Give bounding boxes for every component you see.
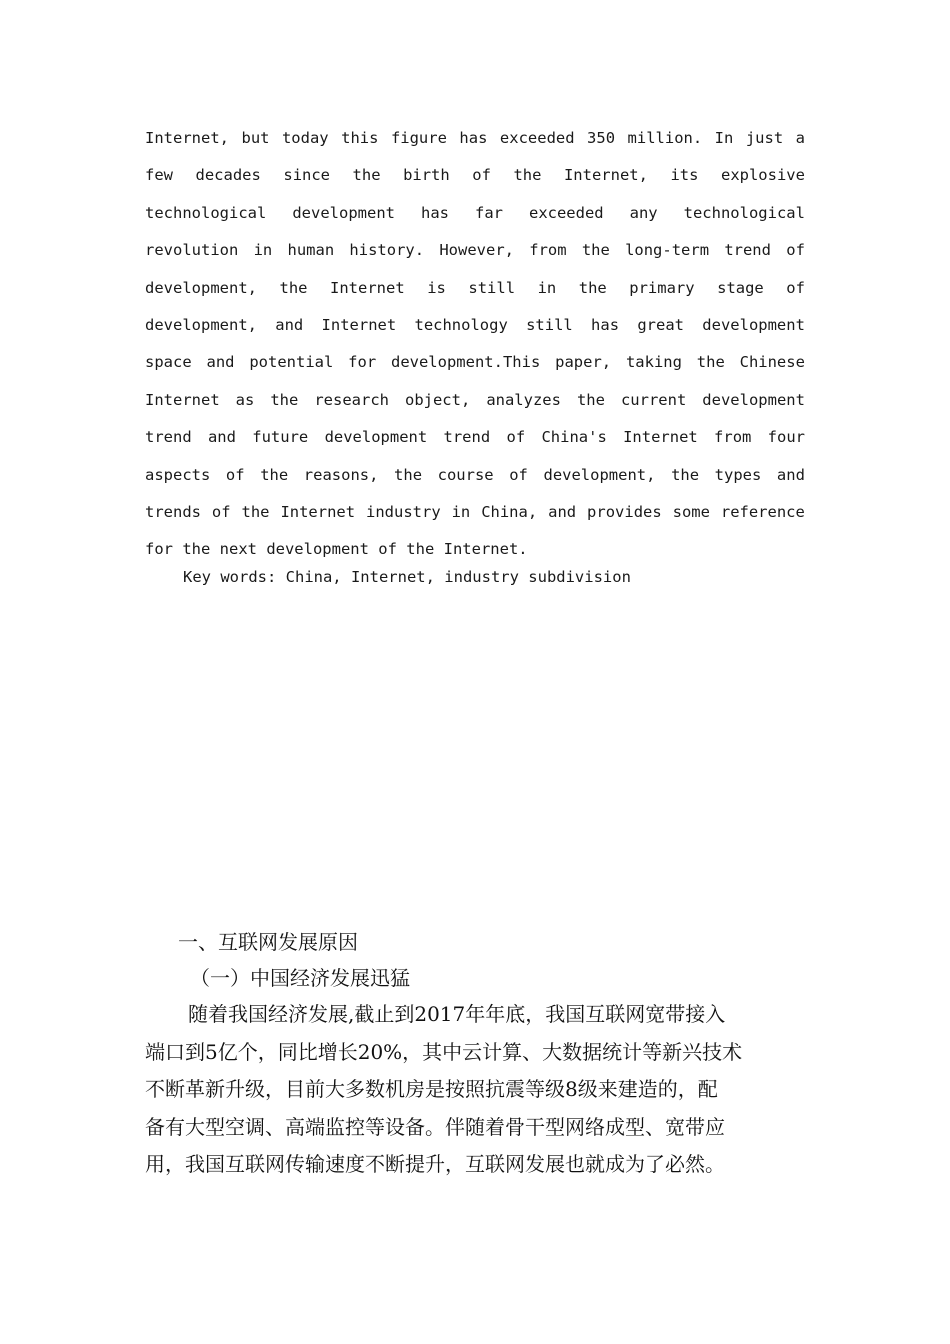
abstract-word: any <box>629 203 658 222</box>
abstract-word: future <box>252 428 309 447</box>
abstract-word: of <box>211 502 231 521</box>
abstract-word: exceeded <box>528 203 604 222</box>
abstract-word: paper, <box>555 353 612 372</box>
abstract-word: for <box>348 353 377 372</box>
abstract-word: history. <box>349 241 425 260</box>
abstract-word: technological <box>145 203 267 222</box>
abstract-word: of <box>225 465 245 484</box>
abstract-word: development <box>324 428 428 447</box>
paragraph-line: 用，我国互联网传输速度不断提升，互联网发展也就成为了必然。 <box>145 1152 725 1176</box>
paragraph-line: 备有大型空调、高端监控等设备。伴随着骨干型网络成型、宽带应 <box>145 1114 725 1139</box>
abstract-word: the <box>352 166 381 185</box>
abstract-word: as <box>235 390 255 409</box>
abstract-word: development, <box>145 278 257 297</box>
abstract-word: technology <box>414 315 508 334</box>
abstract-word: In <box>714 129 734 147</box>
abstract-word: its <box>670 166 699 185</box>
abstract-word: and <box>207 428 236 447</box>
abstract-word: Internet <box>330 278 405 297</box>
abstract-word: long-term <box>625 241 710 260</box>
abstract-word: China, <box>481 502 538 521</box>
abstract-word: exceeded <box>499 129 575 147</box>
abstract-word: great <box>637 315 684 334</box>
abstract-word: decades <box>195 166 261 185</box>
abstract-word: birth <box>403 166 450 185</box>
abstract-word: has <box>591 315 620 334</box>
abstract-word: potential <box>249 353 334 372</box>
english-abstract <box>145 120 805 569</box>
abstract-word: million. <box>627 129 703 147</box>
abstract-word: in <box>451 502 471 521</box>
abstract-word: reference <box>720 502 805 521</box>
abstract-word: and <box>206 353 235 372</box>
abstract-word: Chinese <box>739 353 805 372</box>
abstract-word: primary <box>629 278 695 297</box>
keywords: Key words: China, Internet, industry subdivision <box>183 568 631 586</box>
abstract-word: reasons, <box>303 465 379 484</box>
abstract-word: Internet <box>321 315 397 334</box>
abstract-word: aspects <box>145 465 211 484</box>
abstract-line: for the next development of the Internet. <box>145 540 528 559</box>
abstract-word: has <box>420 203 449 222</box>
abstract-word: the <box>270 390 299 409</box>
abstract-word: provides <box>587 502 662 521</box>
paragraph-line: 随着我国经济发展,截止到2017年年底，我国互联网宽带接入 <box>188 1002 726 1026</box>
abstract-word: the <box>576 390 605 409</box>
abstract-word: still <box>526 315 573 334</box>
abstract-word: taking <box>625 353 682 372</box>
subsection-heading: （一）中国经济发展迅猛 <box>190 966 410 990</box>
abstract-line <box>145 157 805 194</box>
abstract-word: and <box>548 502 577 521</box>
abstract-word: revolution <box>145 241 239 260</box>
abstract-word: course <box>437 465 494 484</box>
abstract-word: the <box>279 278 308 297</box>
abstract-line <box>145 382 805 419</box>
abstract-word: technological <box>683 203 805 222</box>
abstract-word: research <box>314 390 389 409</box>
abstract-line <box>145 494 805 531</box>
abstract-word: human <box>287 241 335 260</box>
abstract-word: the <box>241 502 270 521</box>
abstract-word: current <box>620 390 687 409</box>
abstract-word: Internet, <box>563 166 648 185</box>
abstract-word: space <box>145 353 192 372</box>
abstract-word: and <box>275 315 304 334</box>
abstract-line <box>145 344 805 381</box>
abstract-word: some <box>672 502 710 521</box>
abstract-word: the <box>671 465 700 484</box>
abstract-word: but <box>241 129 270 147</box>
abstract-word: in <box>253 241 273 260</box>
abstract-line <box>145 195 805 232</box>
abstract-word: trend <box>145 428 192 447</box>
abstract-word: still <box>468 278 516 297</box>
abstract-word: China's <box>541 428 607 447</box>
abstract-word: development <box>702 315 805 334</box>
abstract-word: and <box>776 465 805 484</box>
abstract-word: of <box>509 465 528 484</box>
abstract-word: this <box>341 129 379 147</box>
abstract-word: of <box>786 241 805 260</box>
abstract-word: explosive <box>720 166 805 185</box>
abstract-word: Internet, <box>145 129 229 147</box>
abstract-line <box>145 270 805 307</box>
section-heading: 一、互联网发展原因 <box>178 930 358 954</box>
abstract-word: Internet <box>623 428 698 447</box>
abstract-word: industry <box>366 502 441 521</box>
abstract-word: since <box>283 166 331 185</box>
abstract-word: analyzes <box>486 390 561 409</box>
abstract-word: is <box>427 278 446 297</box>
abstract-word: has <box>459 129 488 147</box>
abstract-word: trends <box>145 502 201 521</box>
paragraph-line: 端口到5亿个，同比增长20%，其中云计算、大数据统计等新兴技术 <box>145 1039 743 1064</box>
abstract-word: types <box>714 465 762 484</box>
abstract-word: the <box>260 465 289 484</box>
abstract-word: from <box>529 241 567 260</box>
abstract-word: development <box>702 390 805 409</box>
abstract-word: the <box>394 465 423 484</box>
abstract-word: development, <box>145 315 257 334</box>
abstract-word: from <box>714 428 752 447</box>
abstract-word: development, <box>543 465 656 484</box>
abstract-word: far <box>474 203 503 222</box>
paragraph-line: 不断革新升级，目前大多数机房是按照抗震等级8级来建造的，配 <box>145 1077 718 1101</box>
abstract-word: trend <box>443 428 491 447</box>
abstract-line <box>145 419 805 456</box>
abstract-word: of <box>506 428 526 447</box>
abstract-line <box>145 120 805 157</box>
abstract-word: the <box>581 241 610 260</box>
abstract-word: in <box>537 278 557 297</box>
abstract-word: However, <box>439 241 514 260</box>
abstract-word: stage <box>717 278 764 297</box>
abstract-word: development.This <box>390 353 541 372</box>
abstract-word: object, <box>404 390 471 409</box>
abstract-word: development <box>292 203 395 222</box>
abstract-word: few <box>145 166 173 185</box>
abstract-word: a <box>795 129 805 147</box>
abstract-word: 350 <box>587 129 616 147</box>
abstract-line <box>145 307 805 344</box>
abstract-word: just <box>745 129 784 147</box>
abstract-line <box>145 457 805 494</box>
abstract-word: the <box>513 166 542 185</box>
abstract-word: of <box>786 278 805 297</box>
abstract-word: the <box>696 353 725 372</box>
body-paragraph <box>145 996 807 1184</box>
abstract-word: Internet <box>145 390 220 409</box>
abstract-word: trend <box>724 241 771 260</box>
abstract-word: four <box>767 428 805 447</box>
abstract-word: Internet <box>280 502 356 521</box>
abstract-line <box>145 232 805 269</box>
abstract-word: the <box>578 278 607 297</box>
abstract-word: of <box>472 166 491 185</box>
abstract-word: figure <box>390 129 447 147</box>
abstract-word: today <box>281 129 329 147</box>
